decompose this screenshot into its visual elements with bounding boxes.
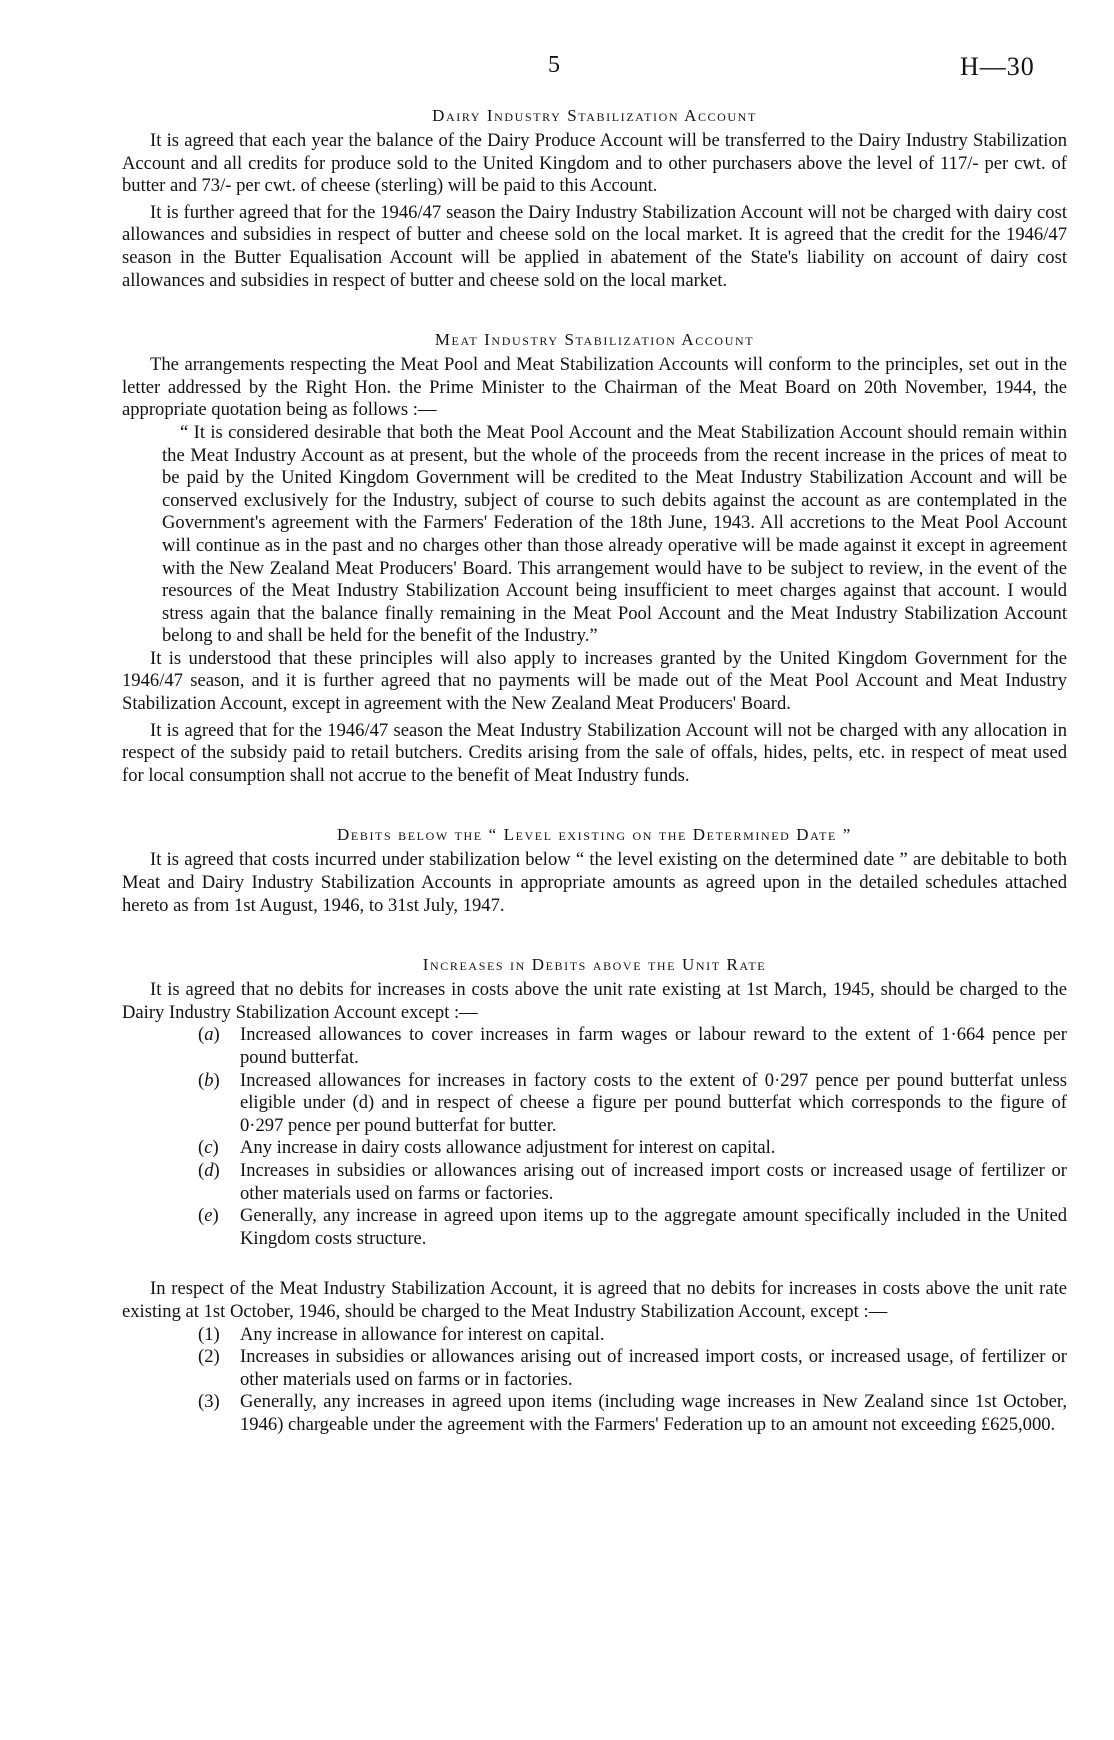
list-marker: (2) xyxy=(198,1346,220,1368)
list-item xyxy=(198,1346,1067,1391)
paragraph: It is agreed that each year the balance of the Dairy Produce Account will be transferred to the Dairy Industry Stabilization Account and all credits for produce sold to the United Kingdom and to other purchasers above the level of 117/- per cwt. of butter and 73/- per cwt. of cheese (sterling) will be paid to this Account. xyxy=(122,130,1067,197)
section-heading-increases: Increases in Debits above the Unit Rate xyxy=(422,955,767,975)
list-item xyxy=(198,1324,1067,1347)
list-marker: (e) xyxy=(198,1205,219,1227)
section-heading-meat: Meat Industry Stabilization Account xyxy=(434,330,755,350)
paragraph: It is agreed that no debits for increases in costs above the unit rate existing at 1st March, 1945, should be charged to the Dairy Industry Stabilization Account except :— xyxy=(122,979,1067,1023)
section-heading-debits-below: Debits below the “ Level existing on the Determined Date ” xyxy=(337,825,852,845)
list-marker: (3) xyxy=(198,1391,220,1413)
list-item xyxy=(198,1205,1067,1250)
list-item xyxy=(198,1137,1067,1160)
list-item-text: Generally, any increase in agreed upon items up to the aggregate amount specifically included in the United Kingdom costs structure. xyxy=(240,1205,1067,1249)
list-item-text: Increased allowances for increases in factory costs to the extent of 0·297 pence per pound butterfat unless eligible under (d) and in respect of cheese a figure per pound butterfat which corresponds to the figure of 0·297 pence per pound butterfat for butter. xyxy=(240,1069,1067,1136)
paragraph: In respect of the Meat Industry Stabilization Account, it is agreed that no debits for increases in costs above the unit rate existing at 1st October, 1946, should be charged to the Meat Industry Stabilization Account, except :— xyxy=(122,1278,1067,1322)
section-heading-dairy: Dairy Industry Stabilization Account xyxy=(432,106,757,125)
page-reference: H—30 xyxy=(960,52,1035,81)
list-item-text: Any increase in allowance for interest on capital. xyxy=(240,1323,605,1345)
page-number: 5 xyxy=(548,52,560,78)
list-marker: (d) xyxy=(198,1159,220,1181)
list-marker: (a) xyxy=(198,1024,220,1046)
list-marker: (b) xyxy=(198,1069,220,1091)
list-item-text: Increases in subsidies or allowances arising out of increased import costs, or increased usage, of fertilizer or other materials used on farms or in factories. xyxy=(240,1346,1067,1390)
paragraph: The arrangements respecting the Meat Pool and Meat Stabilization Accounts will conform to the principles, set out in the letter addressed by the Right Hon. the Prime Minister to the Chairman of the Meat Board on 20th November, 1944, the appropriate quotation being as follows :— xyxy=(122,354,1067,421)
page-body xyxy=(122,106,1067,1437)
list-item-text: Increases in subsidies or allowances arising out of increased import costs or increased usage of fertilizer or other materials used on farms or factories. xyxy=(240,1159,1067,1204)
list-item-text: Increased allowances to cover increases in farm wages or labour reward to the extent of 1·664 pence per pound butterfat. xyxy=(240,1024,1067,1068)
list-marker: (1) xyxy=(198,1323,220,1345)
paragraph: It is further agreed that for the 1946/47 season the Dairy Industry Stabilization Account will not be charged with dairy cost allowances and subsidies in respect of butter and cheese sold on the local market. It is agreed that the credit for the 1946/47 season in the Butter Equalisation Account will be applied in abatement of the State's liability on account of dairy cost allowances and subsidies in respect of butter and cheese sold on the local market. xyxy=(122,201,1067,291)
paragraph: It is agreed that costs incurred under stabilization below “ the level existing on the determined date ” are debitable to both Meat and Dairy Industry Stabilization Accounts in appropriate amounts as agreed upon in the detailed schedules attached hereto as from 1st August, 1946, to 31st July, 1947. xyxy=(122,849,1067,916)
meat-exceptions-list xyxy=(198,1324,1067,1437)
paragraph: It is understood that these principles will also apply to increases granted by the United Kingdom Government for the 1946/47 season, and it is further agreed that no payments will be made out of the Meat Pool Account and Meat Industry Stabilization Account, except in agreement with the New Zealand Meat Producers' Board. xyxy=(122,647,1067,715)
list-item xyxy=(198,1160,1067,1205)
list-item xyxy=(198,1024,1067,1069)
list-item xyxy=(198,1391,1067,1436)
dairy-exceptions-list xyxy=(198,1024,1067,1250)
list-marker: (c) xyxy=(198,1137,219,1159)
list-item-text: Any increase in dairy costs allowance adjustment for interest on capital. xyxy=(240,1137,776,1159)
list-item-text: Generally, any increases in agreed upon items (including wage increases in New Zealand since 1st October, 1946) chargeable under the agreement with the Farmers' Federation up to an amount not exceeding £625,000. xyxy=(240,1391,1067,1435)
quotation: “ It is considered desirable that both the Meat Pool Account and the Meat Stabilization Account should remain within the Meat Industry Account as at present, but the whole of the proceeds from the recent increase in the prices of meat to be paid by the United Kingdom Government will be credited to the Meat Industry Stabilization Account and will be conserved exclusively for the Industry, subject of course to such debits against the account as are contemplated in the Government's agreement with the Farmers' Federation of the 18th June, 1943. All accretions to the Meat Pool Account will continue as in the past and no charges other than those already operative will be made against it except in agreement with the New Zealand Meat Producers' Board. This arrangement would have to be subject to review, in the event of the resources of the Meat Industry Stabilization Account being insufficient to meet charges against that account. I would stress again that the balance finally remaining in the Meat Pool Account and the Meat Industry Stabilization Account belong to and shall be held for the benefit of the Industry.” xyxy=(162,421,1067,647)
list-item xyxy=(198,1070,1067,1138)
paragraph: It is agreed that for the 1946/47 season the Meat Industry Stabilization Account will not be charged with any allocation in respect of the subsidy paid to retail butchers. Credits arising from the sale of offals, hides, pelts, etc. in respect of meat used for local consumption shall not accrue to the benefit of Meat Industry funds. xyxy=(122,719,1067,786)
